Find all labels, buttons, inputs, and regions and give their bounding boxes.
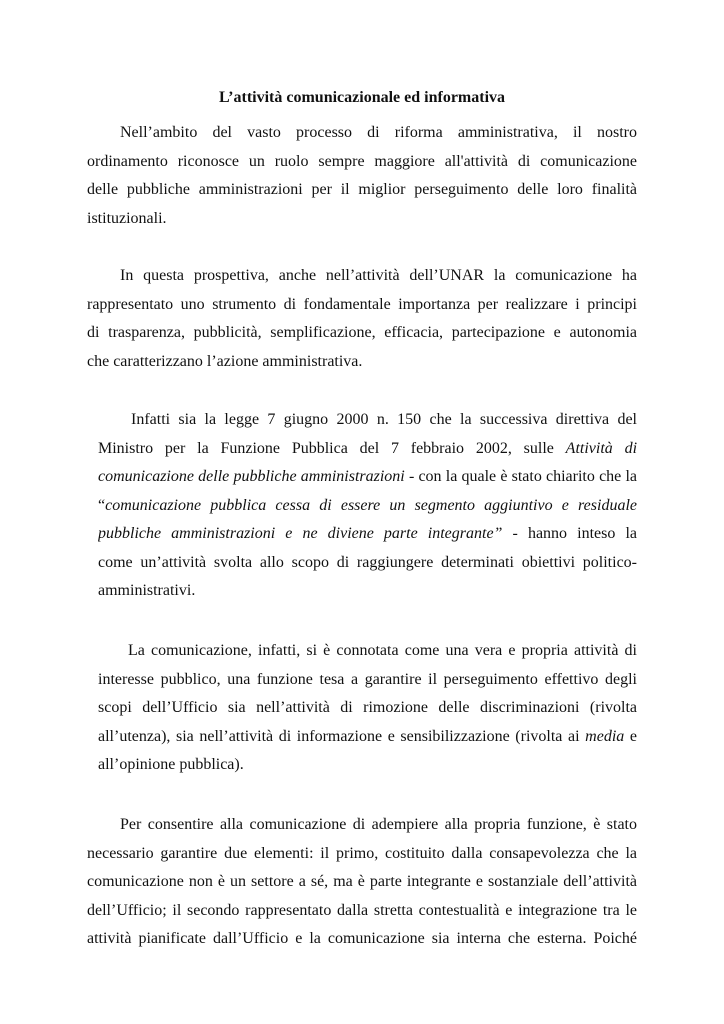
paragraph-line: La comunicazione, infatti, si è connotata come una vera e propria attività di	[128, 642, 637, 659]
paragraph-line	[98, 492, 637, 521]
paragraph-line: rappresentato uno strumento di fondamentale importanza per realizzare i principi	[87, 295, 637, 313]
text-run: - con la quale è stato chiarito che la	[404, 468, 637, 485]
paragraph-5	[87, 811, 637, 954]
paragraph-line: delle pubbliche amministrazioni per il miglior perseguimento delle loro finalità	[87, 181, 637, 198]
paragraph-line	[98, 520, 637, 549]
paragraph-line: istituzionali.	[87, 209, 167, 227]
paragraph-line: all’opinione pubblica).	[98, 756, 244, 773]
paragraph-line: interesse pubblico, una funzione tesa a garantire il perseguimento effettivo degli	[98, 670, 637, 688]
paragraph-line: attività pianificate dall’Ufficio e la comunicazione sia interna che esterna. Poiché	[87, 930, 637, 947]
document-title: L’attività comunicazionale ed informativa	[218, 89, 506, 106]
paragraph-3	[98, 406, 637, 606]
paragraph-line: amministrativi.	[98, 582, 196, 599]
paragraph-1	[87, 119, 637, 233]
paragraph-line: di trasparenza, pubblicità, semplificazione, efficacia, partecipazione e autonomia	[87, 324, 637, 341]
text-run: “	[98, 496, 106, 514]
paragraph-line	[98, 435, 637, 464]
paragraph-line: dell’Ufficio; il secondo rappresentato dalla stretta contestualità e integrazione tra le	[87, 901, 637, 919]
italic-text-run: pubbliche amministrazioni e ne diviene parte integrante”	[98, 525, 503, 542]
paragraph-line: che caratterizzano l’azione amministrativa.	[87, 352, 363, 370]
italic-text-run: media	[585, 727, 625, 745]
paragraph-line: necessario garantire due elementi: il primo, costituito dalla consapevolezza che la	[87, 844, 637, 862]
paragraph-2	[87, 262, 637, 376]
italic-text-run: comunicazione pubblica cessa di essere un segmento aggiuntivo e residuale	[105, 496, 637, 514]
paragraph-line: scopi dell’Ufficio sia nell’attività di rimozione delle discriminazioni (rivolta	[98, 699, 637, 716]
paragraph-line: ordinamento riconosce un ruolo sempre maggiore all'attività di comunicazione	[87, 152, 637, 170]
italic-text-run: comunicazione delle pubbliche amministrazioni	[98, 468, 405, 485]
paragraph-line	[98, 723, 637, 752]
italic-text-run: Attività di	[565, 439, 637, 457]
paragraph-line: Infatti sia la legge 7 giugno 2000 n. 150 che la successiva direttiva del	[131, 411, 637, 428]
text-run: e	[624, 727, 637, 745]
paragraph-line: Per consentire alla comunicazione di adempiere alla propria funzione, è stato	[120, 816, 637, 833]
paragraph-4	[98, 637, 637, 780]
paragraph-line: Nell’ambito del vasto processo di riforma amministrativa, il nostro	[120, 124, 637, 141]
paragraph-line: In questa prospettiva, anche nell’attività dell’UNAR la comunicazione ha	[120, 267, 637, 284]
paragraph-line: come un’attività svolta allo scopo di raggiungere determinati obiettivi politico-	[98, 553, 637, 571]
paragraph-line	[98, 463, 637, 492]
paragraph-line: comunicazione non è un settore a sé, ma è parte integrante e sostanziale dell’attività	[87, 873, 637, 890]
text-run: Ministro per la Funzione Pubblica del 7 febbraio 2002, sulle	[98, 439, 566, 457]
text-run: all’utenza), sia nell’attività di informazione e sensibilizzazione (rivolta ai	[98, 727, 586, 745]
text-run: - hanno inteso la	[512, 525, 637, 542]
